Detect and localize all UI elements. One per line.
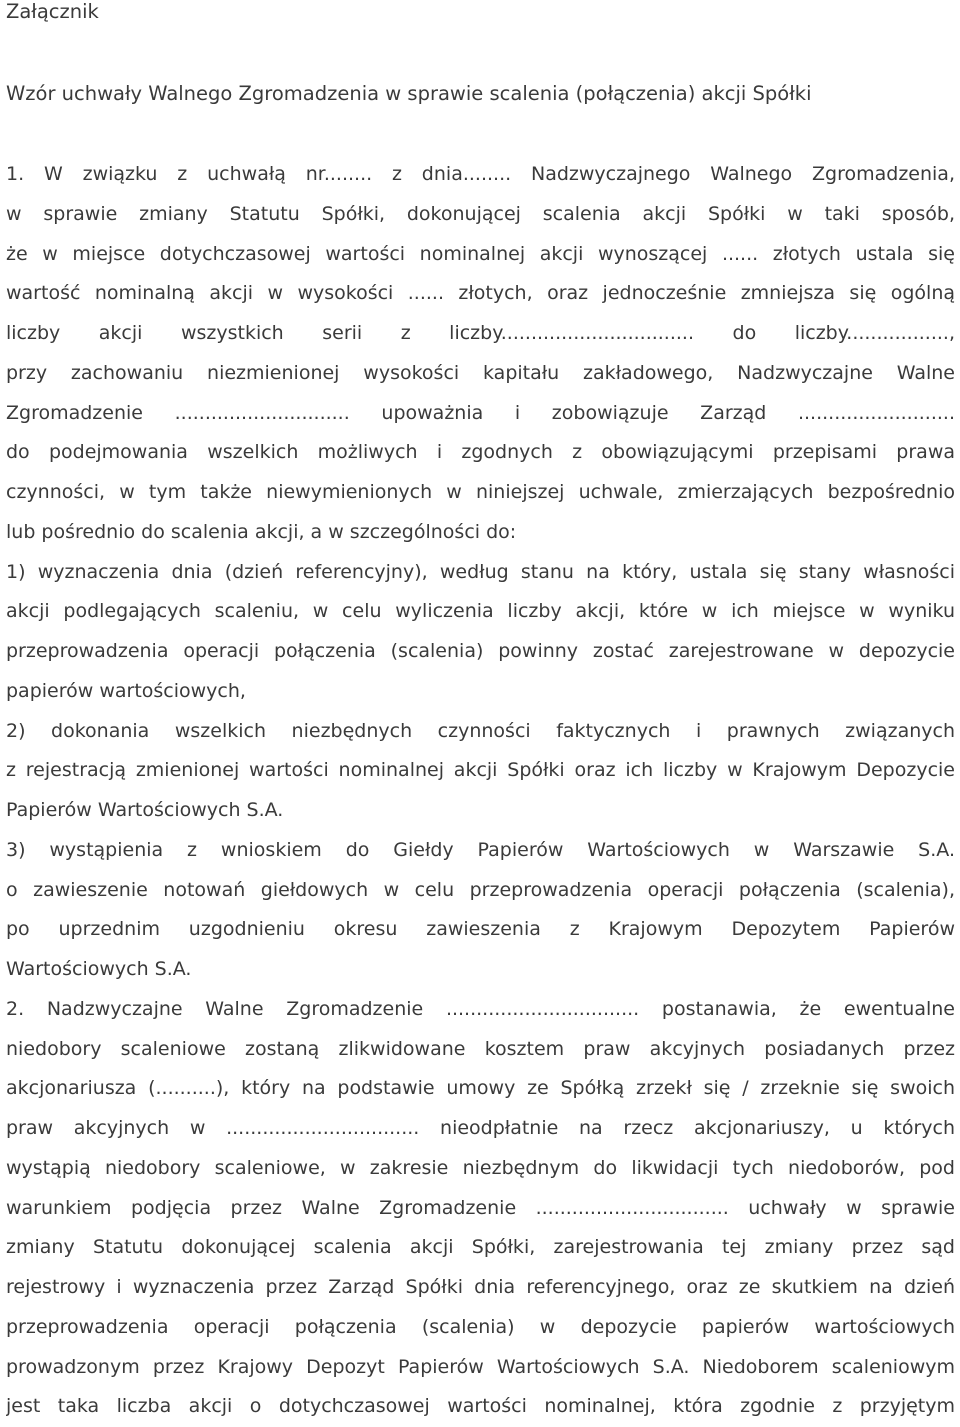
text-line: jest taka liczba akcji o dotychczasowej wartości nominalnej, która zgodnie z przyjętym	[6, 1395, 955, 1418]
text-line: przy zachowaniu niezmienionej wysokości kapitału zakładowego, Nadzwyczajne Walne	[6, 361, 955, 384]
text-line: zmiany Statutu dokonującej scalenia akcji Spółki, zarejestrowania tej zmiany przez sąd	[6, 1236, 955, 1259]
text-line: rejestrowy i wyznaczenia przez Zarząd Spółki dnia referencyjnego, oraz ze skutkiem na dzień	[6, 1276, 955, 1298]
text-line: z rejestracją zmienionej wartości nominalnej akcji Spółki oraz ich liczby w Krajowym Depozycie	[6, 759, 955, 782]
text-line: Wartościowych S.A.	[6, 958, 192, 980]
text-line: wartość nominalną akcji w wysokości ...... złotych, oraz jednocześnie zmniejsza się ogólną	[6, 282, 955, 305]
text-line: przeprowadzenia operacji połączenia (scalenia) w depozycie papierów wartościowych	[6, 1315, 955, 1338]
text-line: 2. Nadzwyczajne Walne Zgromadzenie ................................ postanawia, że ewentualne	[6, 997, 955, 1020]
text-line: 1) wyznaczenia dnia (dzień referencyjny), według stanu na który, ustala się stany własności	[6, 560, 955, 583]
text-line: Papierów Wartościowych S.A.	[6, 799, 284, 821]
text-line: 1. W związku z uchwałą nr........ z dnia........ Nadzwyczajnego Walnego Zgromadzenia,	[6, 163, 955, 185]
document-body	[6, 155, 955, 1427]
text-line: Zgromadzenie ............................. upoważnia i zobowiązuje Zarząd ..........................	[6, 401, 955, 424]
text-line: czynności, w tym także niewymienionych w niniejszej uchwale, zmierzających bezpośrednio	[6, 481, 955, 503]
text-line: 2) dokonania wszelkich niezbędnych czynności faktycznych i prawnych związanych	[6, 719, 955, 742]
text-line: praw akcyjnych w ................................ nieodpłatnie na rzecz akcjonariuszy, u których	[6, 1117, 955, 1139]
text-line: przeprowadzenia operacji połączenia (scalenia) powinny zostać zarejestrowane w depozycie	[6, 640, 955, 662]
text-line: warunkiem podjęcia przez Walne Zgromadzenie ................................ uchwały w sprawie	[6, 1196, 955, 1219]
text-line: po uprzednim uzgodnieniu okresu zawieszenia z Krajowym Depozytem Papierów	[6, 918, 955, 941]
document-title: Załącznik	[6, 0, 99, 23]
text-line: liczby akcji wszystkich serii z liczby................................ do liczby.................,	[6, 322, 955, 344]
text-line: akcji podlegających scaleniu, w celu wyliczenia liczby akcji, które w ich miejsce w wyniku	[6, 600, 955, 623]
text-line: papierów wartościowych,	[6, 679, 246, 702]
text-line: że w miejsce dotychczasowej wartości nominalnej akcji wynoszącej ...... złotych ustala się	[6, 242, 955, 265]
text-line: do podejmowania wszelkich możliwych i zgodnych z obowiązującymi przepisami prawa	[6, 441, 955, 464]
document-subtitle: Wzór uchwały Walnego Zgromadzenia w sprawie scalenia (połączenia) akcji Spółki	[6, 82, 812, 105]
text-line: akcjonariusza (..........), który na podstawie umowy ze Spółką zrzekł się / zrzeknie się swoich	[6, 1077, 955, 1100]
text-line: w sprawie zmiany Statutu Spółki, dokonującej scalenia akcji Spółki w taki sposób,	[6, 202, 955, 225]
text-line: prowadzonym przez Krajowy Depozyt Papierów Wartościowych S.A. Niedoborem scaleniowym	[6, 1355, 955, 1378]
text-line: 3) wystąpienia z wnioskiem do Giełdy Papierów Wartościowych w Warszawie S.A.	[6, 838, 955, 861]
text-line: o zawieszenie notowań giełdowych w celu przeprowadzenia operacji połączenia (scalenia),	[6, 878, 955, 901]
text-line: lub pośrednio do scalenia akcji, a w szczególności do:	[6, 520, 517, 543]
text-line: niedobory scaleniowe zostaną zlikwidowane kosztem praw akcyjnych posiadanych przez	[6, 1037, 955, 1060]
text-line: wystąpią niedobory scaleniowe, w zakresie niezbędnym do likwidacji tych niedoborów, pod	[6, 1156, 955, 1179]
